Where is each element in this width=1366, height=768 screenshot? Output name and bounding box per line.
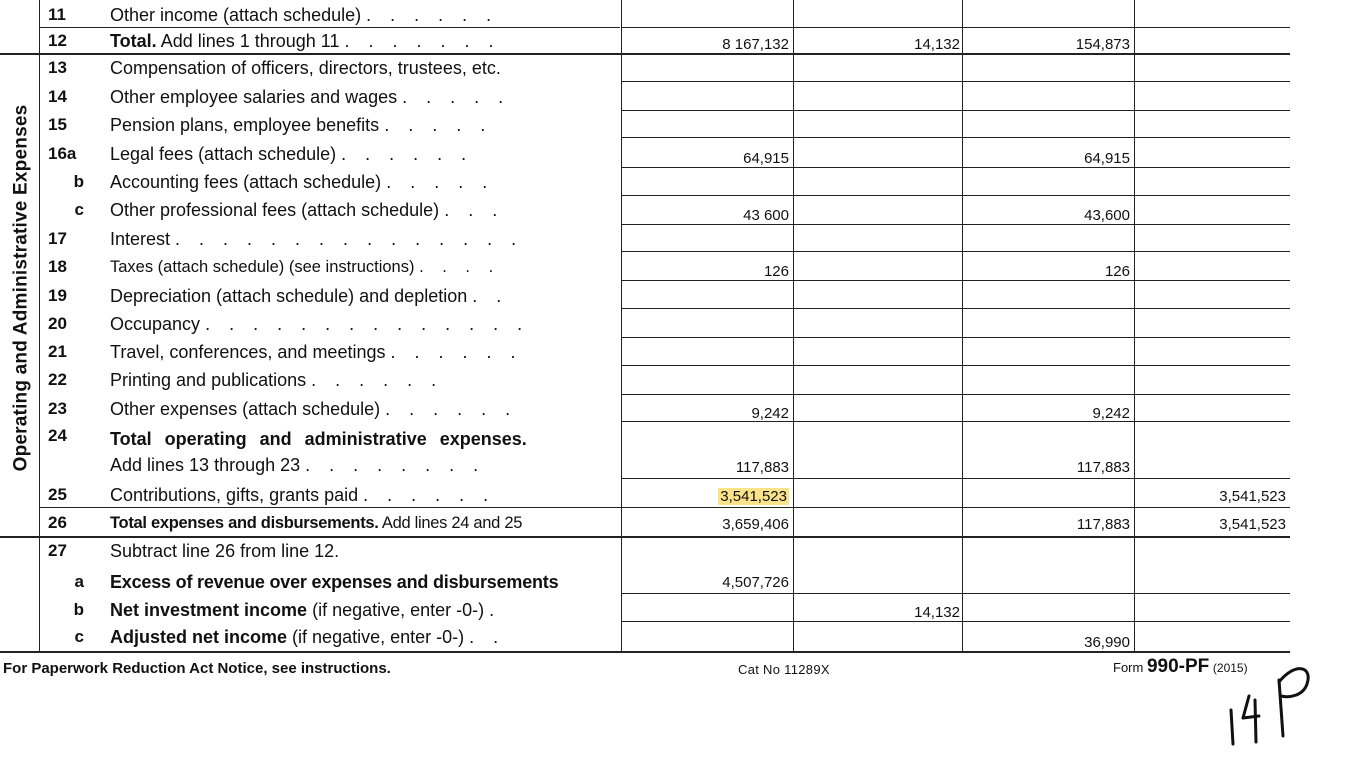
rule: [40, 507, 1290, 508]
line-description: Adjusted net income (if negative, enter -0-) . .: [110, 627, 506, 647]
rule: [622, 337, 1290, 338]
line-number: 25: [48, 485, 67, 504]
line-number: 15: [48, 115, 67, 134]
rule: [622, 81, 1290, 82]
amount-net-investment: 14,132: [914, 36, 960, 53]
line-description: Total expenses and disbursements. Add lines 24 and 25: [110, 514, 523, 532]
line-description: Travel, conferences, and meetings . . . . . .: [110, 342, 523, 362]
line-number: 27: [48, 541, 67, 560]
form-name: 990-PF: [1146, 656, 1210, 677]
amount-adjusted-net: 9,242: [1092, 405, 1130, 422]
amount-adjusted-net: 36,990: [1084, 634, 1130, 651]
line-description: Depreciation (attach schedule) and depletion . .: [110, 286, 509, 306]
handwritten-mark-icon: [1225, 652, 1325, 747]
line-number: 11: [48, 5, 66, 24]
line-number: 16a: [48, 144, 77, 163]
line-description: Legal fees (attach schedule) . . . . . .: [110, 144, 474, 164]
line-description: Other expenses (attach schedule) . . . . . .: [110, 399, 518, 419]
line-description: Excess of revenue over expenses and disbursements: [110, 572, 559, 592]
line-description: Other income (attach schedule) . . . . . .: [110, 5, 499, 25]
line-description: Contributions, gifts, grants paid . . . . . .: [110, 485, 496, 505]
amount-revenue-expenses: 8 167,132: [722, 36, 789, 53]
line-description: Net investment income (if negative, enter -0-) .: [110, 600, 502, 620]
form-year: (2015): [1212, 661, 1248, 675]
rule-vertical: [1134, 0, 1135, 651]
line-number: 12: [48, 31, 67, 50]
amount-revenue-expenses: 3,659,406: [722, 516, 789, 533]
line-description: Total. Add lines 1 through 11 . . . . . . .: [110, 31, 501, 51]
section-label: [4, 58, 38, 518]
amount-revenue-expenses: [622, 488, 789, 506]
line-description: Occupancy . . . . . . . . . . . . . .: [110, 314, 530, 334]
amount-adjusted-net: 43,600: [1084, 207, 1130, 224]
line-description: Other employee salaries and wages . . . . .: [110, 87, 511, 107]
line-description: Compensation of officers, directors, trustees, etc.: [110, 58, 501, 78]
line-number: a: [74, 572, 84, 591]
line-number: 17: [48, 229, 67, 248]
line-description: Other professional fees (attach schedule) . . .: [110, 200, 505, 220]
line-number: 22: [48, 370, 67, 389]
line-description: Interest . . . . . . . . . . . . . . .: [110, 229, 524, 249]
line-description: Total operating and administrative expenses. Add lines 13 through 23 . . . . . . . .: [110, 429, 527, 475]
amount-net-investment: 14,132: [914, 604, 960, 621]
line-description: Pension plans, employee benefits . . . . .: [110, 115, 493, 135]
amount-revenue-expenses: 117,883: [735, 459, 789, 476]
paperwork-notice: For Paperwork Reduction Act Notice, see instructions.: [3, 660, 391, 677]
line-number: b: [73, 172, 84, 191]
amount-charitable-disbursements: 3,541,523: [1219, 488, 1286, 505]
line-number: 24: [48, 426, 67, 445]
line-number: 21: [48, 342, 67, 361]
rule: [622, 110, 1290, 111]
rule-vertical: [793, 0, 794, 651]
amount-adjusted-net: 117,883: [1076, 516, 1130, 533]
rule: [622, 137, 1290, 138]
section-label-text: Operating and Administrative Expenses: [10, 104, 31, 472]
line-number: 26: [48, 513, 67, 532]
amount-revenue-expenses: 9,242: [751, 405, 789, 422]
line-number: c: [74, 200, 84, 219]
highlighted-amount: 3,541,523: [720, 488, 787, 505]
line-number: b: [73, 600, 84, 619]
line-description: Subtract line 26 from line 12.: [110, 541, 340, 561]
line-number: 19: [48, 286, 67, 305]
amount-revenue-expenses: 64,915: [743, 150, 789, 167]
rule: [622, 27, 1290, 28]
rule: [622, 593, 1290, 594]
line-number: 18: [48, 257, 67, 276]
line-number: 14: [48, 87, 67, 106]
rule: [622, 394, 1290, 395]
amount-revenue-expenses: 126: [763, 263, 789, 280]
rule: [622, 478, 1290, 479]
amount-adjusted-net: 126: [1104, 263, 1130, 280]
amount-charitable-disbursements: 3,541,523: [1219, 516, 1286, 533]
rule-vertical: [39, 0, 40, 651]
catalog-number: Cat No 11289X: [738, 662, 830, 677]
line-number: c: [74, 627, 84, 646]
form-prefix: Form: [1113, 660, 1144, 675]
rule-vertical: [962, 0, 963, 651]
rule: [622, 308, 1290, 309]
rule: [622, 195, 1290, 196]
line-number: 20: [48, 314, 67, 333]
amount-adjusted-net: 64,915: [1084, 150, 1130, 167]
rule-thick: [0, 536, 1290, 538]
amount-revenue-expenses: 43 600: [743, 207, 789, 224]
amount-revenue-expenses: 4,507,726: [722, 574, 789, 591]
rule: [40, 27, 620, 28]
line-description: Printing and publications . . . . . .: [110, 370, 444, 390]
amount-adjusted-net: 154,873: [1075, 36, 1130, 53]
rule: [622, 251, 1290, 252]
line-number: 23: [48, 399, 67, 418]
rule: [622, 365, 1290, 366]
rule-vertical: [621, 0, 622, 651]
line-description: Taxes (attach schedule) (see instructions) . . . .: [110, 258, 501, 276]
line-description: Accounting fees (attach schedule) . . . . .: [110, 172, 495, 192]
line-number: 13: [48, 58, 67, 77]
amount-adjusted-net: 117,883: [1076, 459, 1130, 476]
